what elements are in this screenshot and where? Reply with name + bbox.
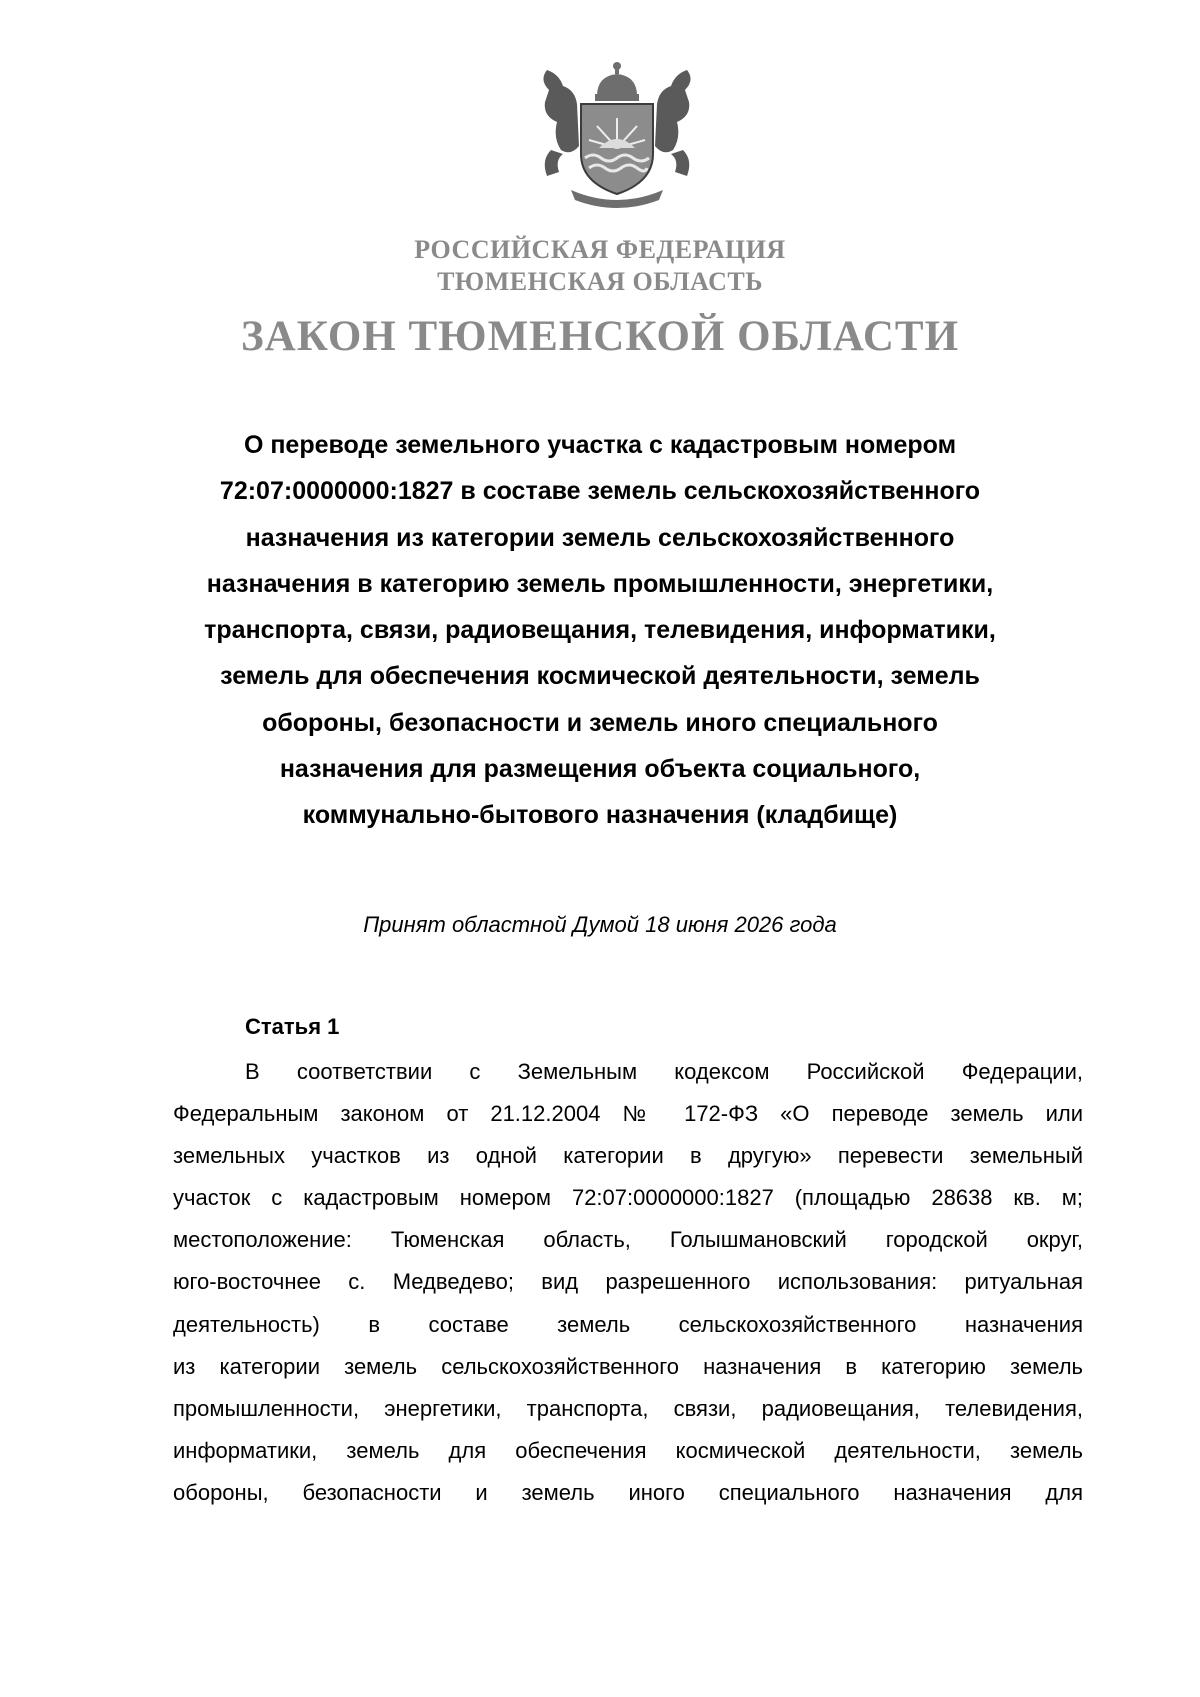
region-heading: ТЮМЕНСКАЯ ОБЛАСТЬ (437, 267, 763, 296)
law-title-line: коммунально-бытового назначения (кладбище) (302, 801, 898, 830)
article-line: из категории земель сельскохозяйственного назначения в категорию земель (173, 1353, 1083, 1379)
law-title-line: транспорта, связи, радиовещания, телевидения, информатики, (204, 616, 996, 645)
article-body (173, 1051, 1083, 1514)
article-line: обороны, безопасности и земель иного специального назначения для (173, 1479, 1083, 1505)
law-title-line: назначения в категорию земель промышленности, энергетики, (206, 569, 994, 598)
article-line: информатики, земель для обеспечения космической деятельности, земель (173, 1437, 1083, 1463)
article-line: местоположение: Тюменская область, Голышмановский городской округ, (173, 1227, 1083, 1253)
country-heading: РОССИЙСКАЯ ФЕДЕРАЦИЯ (414, 235, 786, 264)
tyumen-coat-of-arms-icon (531, 60, 703, 210)
law-title-line: назначения из категории земель сельскохозяйственного (245, 523, 955, 552)
adoption-note: Принят областной Думой 18 июня 2026 года (363, 912, 837, 937)
article-line: Федеральным законом от 21.12.2004 № 172-ФЗ «О переводе земель или (173, 1101, 1083, 1127)
law-title-line: О переводе земельного участка с кадастровым номером (243, 431, 957, 459)
article-line: В соответствии с Земельным кодексом Российской Федерации, (245, 1059, 1083, 1084)
article-line: земельных участков из одной категории в другую» перевести земельный (173, 1143, 1083, 1169)
law-title-line: земель для обеспечения космической деятельности, земель (220, 662, 980, 691)
article-heading: Статья 1 (245, 1014, 340, 1039)
law-title-line: 72:07:0000000:1827 в составе земель сельскохозяйственного (219, 477, 981, 506)
article-line: деятельность) в составе земель сельскохозяйственного назначения (173, 1311, 1083, 1337)
document-type-heading: ЗАКОН ТЮМЕНСКОЙ ОБЛАСТИ (240, 313, 960, 360)
article-line: участок с кадастровым номером 72:07:0000000:1827 (площадью 28638 кв. м; (173, 1185, 1083, 1211)
article-line: юго-восточнее с. Медведево; вид разрешенного использования: ритуальная (173, 1269, 1083, 1295)
law-title-line: назначения для размещения объекта социального, (279, 755, 921, 784)
law-title-line: обороны, безопасности и земель иного специального (262, 708, 938, 737)
article-line: промышленности, энергетики, транспорта, связи, радиовещания, телевидения, (173, 1395, 1083, 1421)
law-title (150, 422, 1050, 839)
